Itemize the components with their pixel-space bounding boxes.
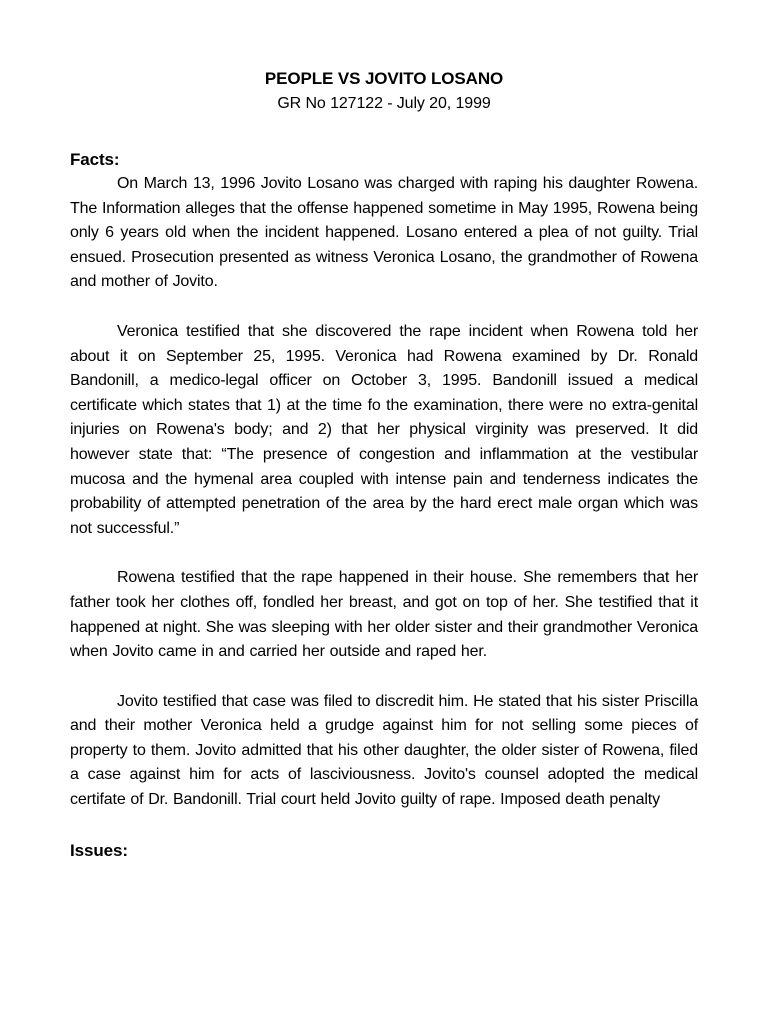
issues-heading: Issues: bbox=[70, 840, 128, 860]
facts-paragraph-4: Jovito testified that case was filed to discredit him. He stated that his sister Priscilla and their mother Veronica held a grudge against him for not selling some pieces of property to them. Jovito admitted that his other daughter, the older sister of Rowena, filed a case against him for acts of lasciviousness. Jovito's counsel adopted the medical certifate of Dr. Bandonill. Trial court held Jovito guilty of rape. Imposed death penalty bbox=[70, 692, 698, 809]
facts-paragraph-2: Veronica testified that she discovered the rape incident when Rowena told her about it on September 25, 1995. Veronica had Rowena examined by Dr. Ronald Bandonill, a medico-legal officer on October 3, 1995. Bandonill issued a medical certificate which states that 1) at the time fo the examination, there were no extra-genital injuries on Rowena's body; and 2) that her physical virginity was preserved. It did however state that: “The presence of congestion and inflammation at the vestibular mucosa and the hymenal area coupled with intense pain and tenderness indicates the probability of attempted penetration of the area by the hard erect male organ which was not successful.” bbox=[70, 322, 698, 537]
facts-heading: Facts: bbox=[70, 150, 120, 169]
facts-paragraph-1: On March 13, 1996 Jovito Losano was charged with raping his daughter Rowena. The Information alleges that the offense happened sometime in May 1995, Rowena being only 6 years old when the incident happened. Losano entered a plea of not guilty. Trial ensued. Prosecution presented as witness Veronica Losano, the grandmother of Rowena and mother of Jovito. bbox=[70, 175, 698, 291]
facts-paragraph-3: Rowena testified that the rape happened in their house. She remembers that her father took her clothes off, fondled her breast, and got on top of her. She testified that it happened at night. She was sleeping with her older sister and their grandmother Veronica when Jovito came in and carried her outside and raped her. bbox=[70, 569, 698, 661]
case-title: PEOPLE VS JOVITO LOSANO bbox=[264, 69, 504, 88]
case-number: GR No 127122 - July 20, 1999 bbox=[277, 95, 491, 112]
